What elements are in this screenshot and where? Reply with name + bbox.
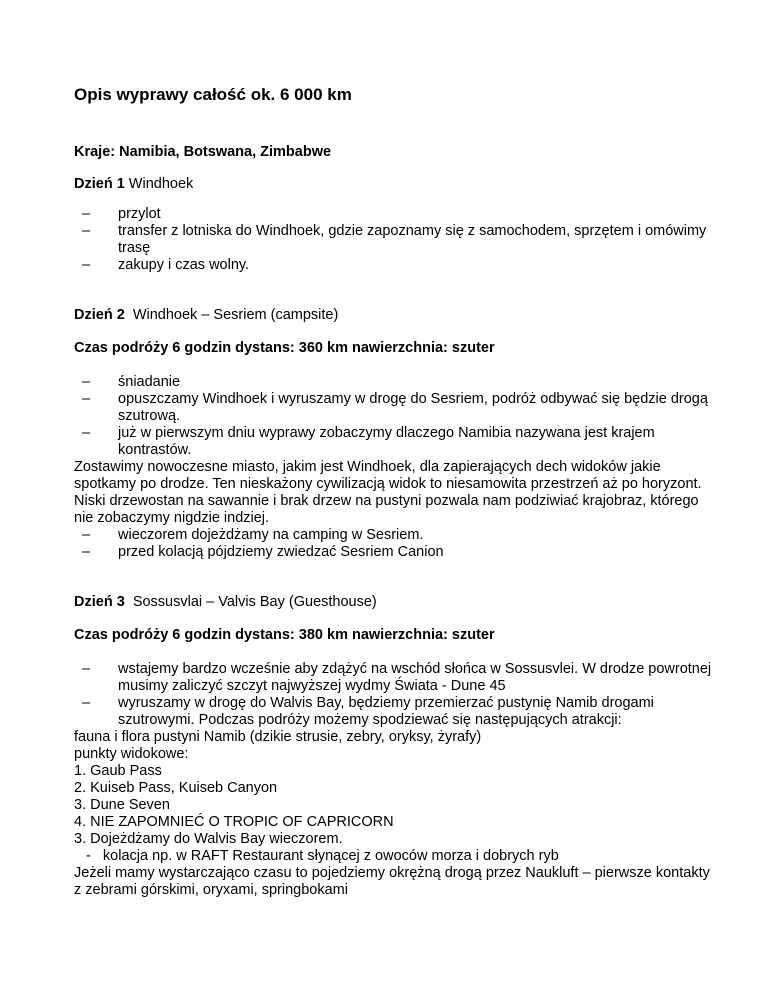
list-item: – zakupy i czas wolny. <box>74 257 714 274</box>
list-item: – przylot <box>74 206 714 223</box>
day2-list-2 <box>74 527 714 561</box>
text-line: punkty widokowe: <box>74 746 189 762</box>
dash-mark: – <box>81 223 91 239</box>
day1-place: Windhoek <box>124 176 194 192</box>
day2-place: Windhoek – Sesriem (campsite) <box>124 307 339 323</box>
countries-heading: Kraje: Namibia, Botswana, Zimbabwe <box>74 144 332 160</box>
dash-mark: – <box>81 544 91 560</box>
dash-mark: – <box>81 391 91 407</box>
dash-mark: – <box>81 206 91 222</box>
day3-heading <box>74 594 714 611</box>
day2-paragraph: Zostawimy nowoczesne miasto, jakim jest Windhoek, dla zapierających dech widoków jakie spotkamy po drodze. Ten nieskażony cywilizacją widok to niesamowita przestrzeń aż po horyzont. Niski drzewostan na sawannie i brak drzew na pustyni pozwala nam podziwiać krajobraz, którego nie zobaczymy nigdzie indziej. <box>74 459 702 526</box>
dash-mark: – <box>81 527 91 543</box>
list-item: – wyruszamy w drogę do Walvis Bay, będziemy przemierzać pustynię Namib drogami szutrowymi. Podczas podróży możemy spodziewać się następujących atrakcji: <box>74 695 714 729</box>
text-line: fauna i flora pustyni Namib (dzikie strusie, zebry, oryksy, żyrafy) <box>74 729 482 745</box>
day3-travel-info: Czas podróży 6 godzin dystans: 380 km nawierzchnia: szuter <box>74 627 495 643</box>
list-item: – przed kolacją pójdziemy zwiedzać Sesriem Canion <box>74 544 714 561</box>
day2-travel-info: Czas podróży 6 godzin dystans: 360 km nawierzchnia: szuter <box>74 340 495 356</box>
list-item: – wieczorem dojeżdżamy na camping w Sesriem. <box>74 527 714 544</box>
list-item: – wstajemy bardzo wcześnie aby zdążyć na wschód słońca w Sossusvlei. W drodze powrotnej musimy zaliczyć szczyt najwyższej wydmy Świata - Dune 45 <box>74 661 714 695</box>
text-line: 1. Gaub Pass <box>74 763 162 779</box>
day2-label: Dzień 2 <box>74 307 125 323</box>
day3-label: Dzień 3 <box>74 594 125 610</box>
list-item: – już w pierwszym dniu wyprawy zobaczymy dlaczego Namibia nazywana jest krajem kontrastów. <box>74 425 714 459</box>
day1-label: Dzień 1 <box>74 176 125 192</box>
dash-mark: – <box>81 695 91 711</box>
dash-mark: – <box>81 661 91 677</box>
day2-list <box>74 374 714 459</box>
day1-list <box>74 206 714 274</box>
page-title: Opis wyprawy całość ok. 6 000 km <box>74 85 352 104</box>
day2-heading <box>74 307 714 324</box>
text-line: 4. NIE ZAPOMNIEĆ O TROPIC OF CAPRICORN <box>74 814 394 830</box>
day3-place: Sossusvlai – Valvis Bay (Guesthouse) <box>124 594 377 610</box>
day3-details <box>74 729 714 899</box>
list-item: – opuszczamy Windhoek i wyruszamy w drogę do Sesriem, podróż odbywać się będzie drogą szutrową. <box>74 391 714 425</box>
dash-mark: – <box>81 425 91 441</box>
sub-item: - kolacja np. w RAFT Restaurant słynącej z owoców morza i dobrych ryb <box>86 848 559 864</box>
day3-list <box>74 661 714 729</box>
dash-mark: – <box>81 374 91 390</box>
text-line: 2. Kuiseb Pass, Kuiseb Canyon <box>74 780 278 796</box>
closing-paragraph: Jeżeli mamy wystarczająco czasu to pojedziemy okrężną drogą przez Naukluft – pierwsze kontakty z zebrami górskimi, oryxami, springbokami <box>74 865 710 898</box>
list-item: – transfer z lotniska do Windhoek, gdzie zapoznamy się z samochodem, sprzętem i omówimy trasę <box>74 223 714 257</box>
dash-mark: – <box>81 257 91 273</box>
day1-heading <box>74 176 714 193</box>
list-item: – śniadanie <box>74 374 714 391</box>
text-line: 3. Dojeżdżamy do Walvis Bay wieczorem. <box>74 831 343 847</box>
text-line: 3. Dune Seven <box>74 797 170 813</box>
